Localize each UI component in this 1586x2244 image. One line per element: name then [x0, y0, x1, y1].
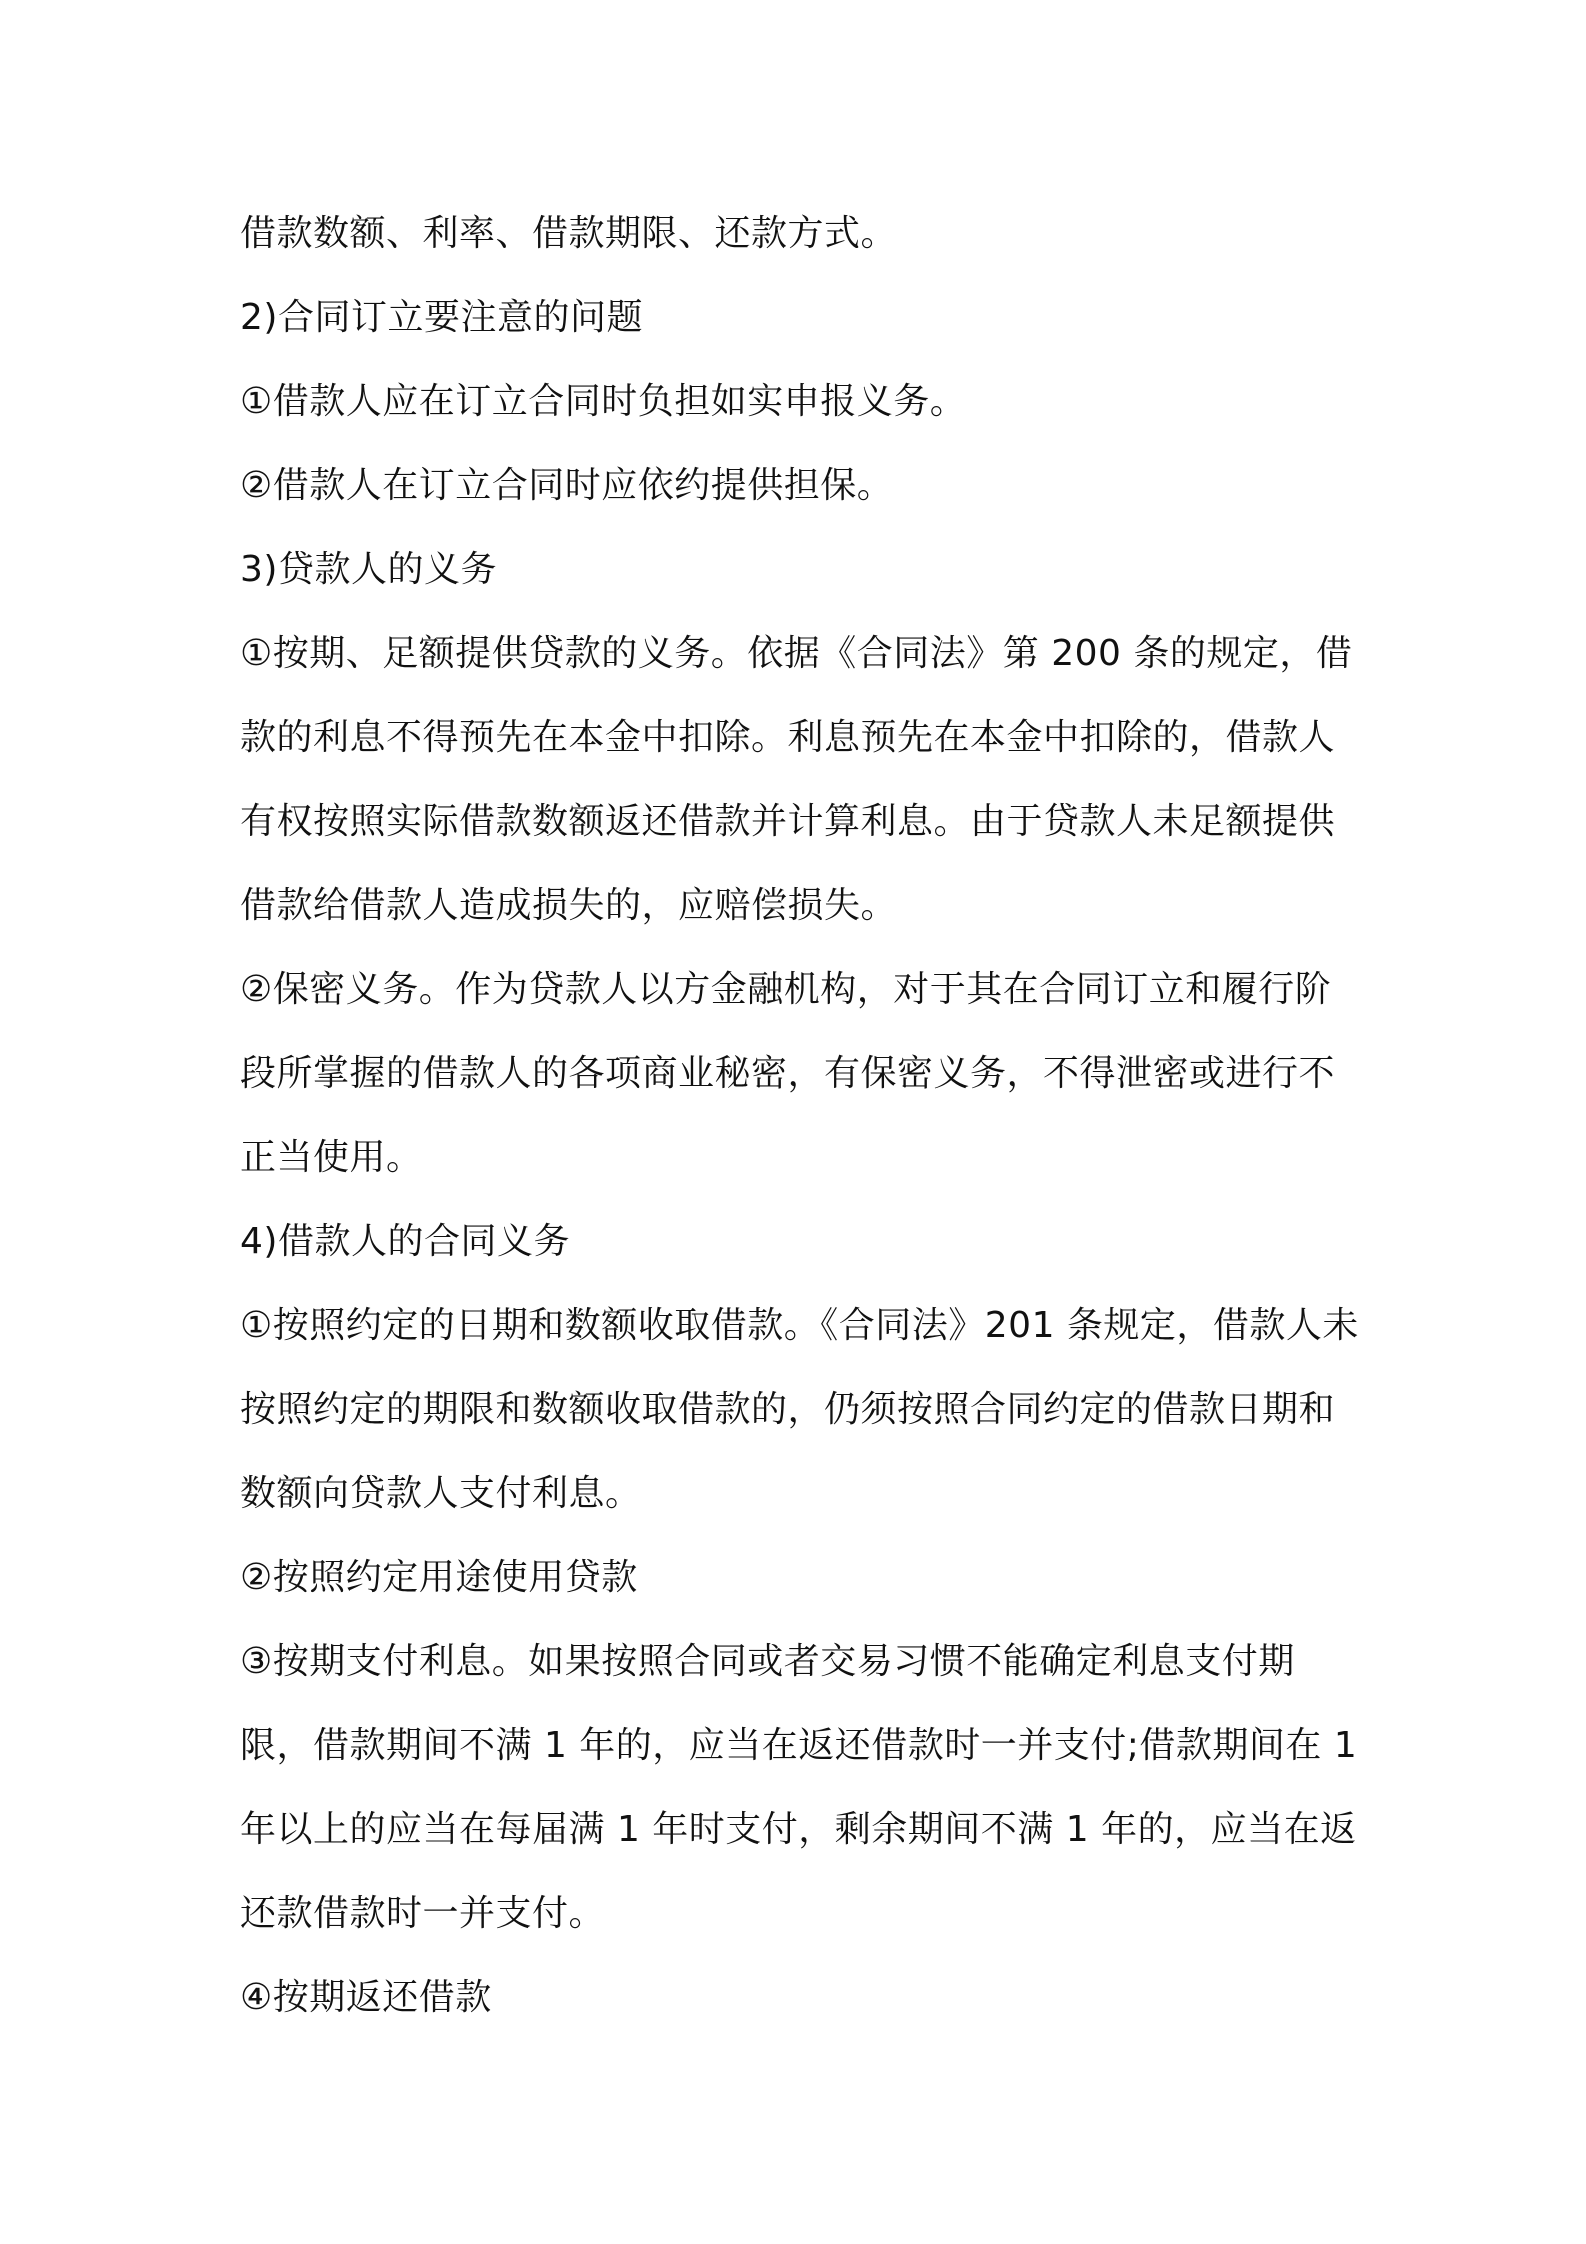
list-item-provide-guarantee: ②借款人在订立合同时应依约提供担保。: [240, 465, 894, 506]
list-item-provide-loan-in-full: ①按期、足额提供贷款的义务。依据《合同法》第 200 条的规定，借款的利息不得预先在本金中扣除。利息预先在本金中扣除的，借款人有权按照实际借款数额返还借款并计算利息。由于贷款人未足额提供借款给借款人造成损失的，应赔偿损失。: [240, 633, 1353, 926]
list-item-pay-interest: ③按期支付利息。如果按照合同或者交易习惯不能确定利息支付期限，借款期间不满 1 年的，应当在返还借款时一并支付;借款期间在 1 年以上的应当在每届满 1 年时支付，剩余期间不满 1 年的，应当在返还款借款时一并支付。: [240, 1641, 1358, 1934]
list-item-confidentiality: ②保密义务。作为贷款人以方金融机构，对于其在合同订立和履行阶段所掌握的借款人的各项商业秘密，有保密义务，不得泄密或进行不正当使用。: [240, 969, 1336, 1178]
document-body: [240, 192, 1360, 2040]
heading-borrower-obligations: 4)借款人的合同义务: [240, 1221, 570, 1262]
paragraph-repayment-terms: 借款数额、利率、借款期限、还款方式。: [240, 213, 898, 254]
list-item-truthful-declaration: ①借款人应在订立合同时负担如实申报义务。: [240, 381, 967, 422]
list-item-use-as-agreed: ②按照约定用途使用贷款: [240, 1557, 638, 1598]
heading-contract-formation-issues: 2)合同订立要注意的问题: [240, 297, 643, 338]
heading-lender-obligations: 3)贷款人的义务: [240, 549, 497, 590]
list-item-receive-loan: ①按照约定的日期和数额收取借款。《合同法》201 条规定，借款人未按照约定的期限和数额收取借款的，仍须按照合同约定的借款日期和数额向贷款人支付利息。: [240, 1305, 1359, 1514]
list-item-repay-on-time: ④按期返还借款: [240, 1977, 492, 2018]
